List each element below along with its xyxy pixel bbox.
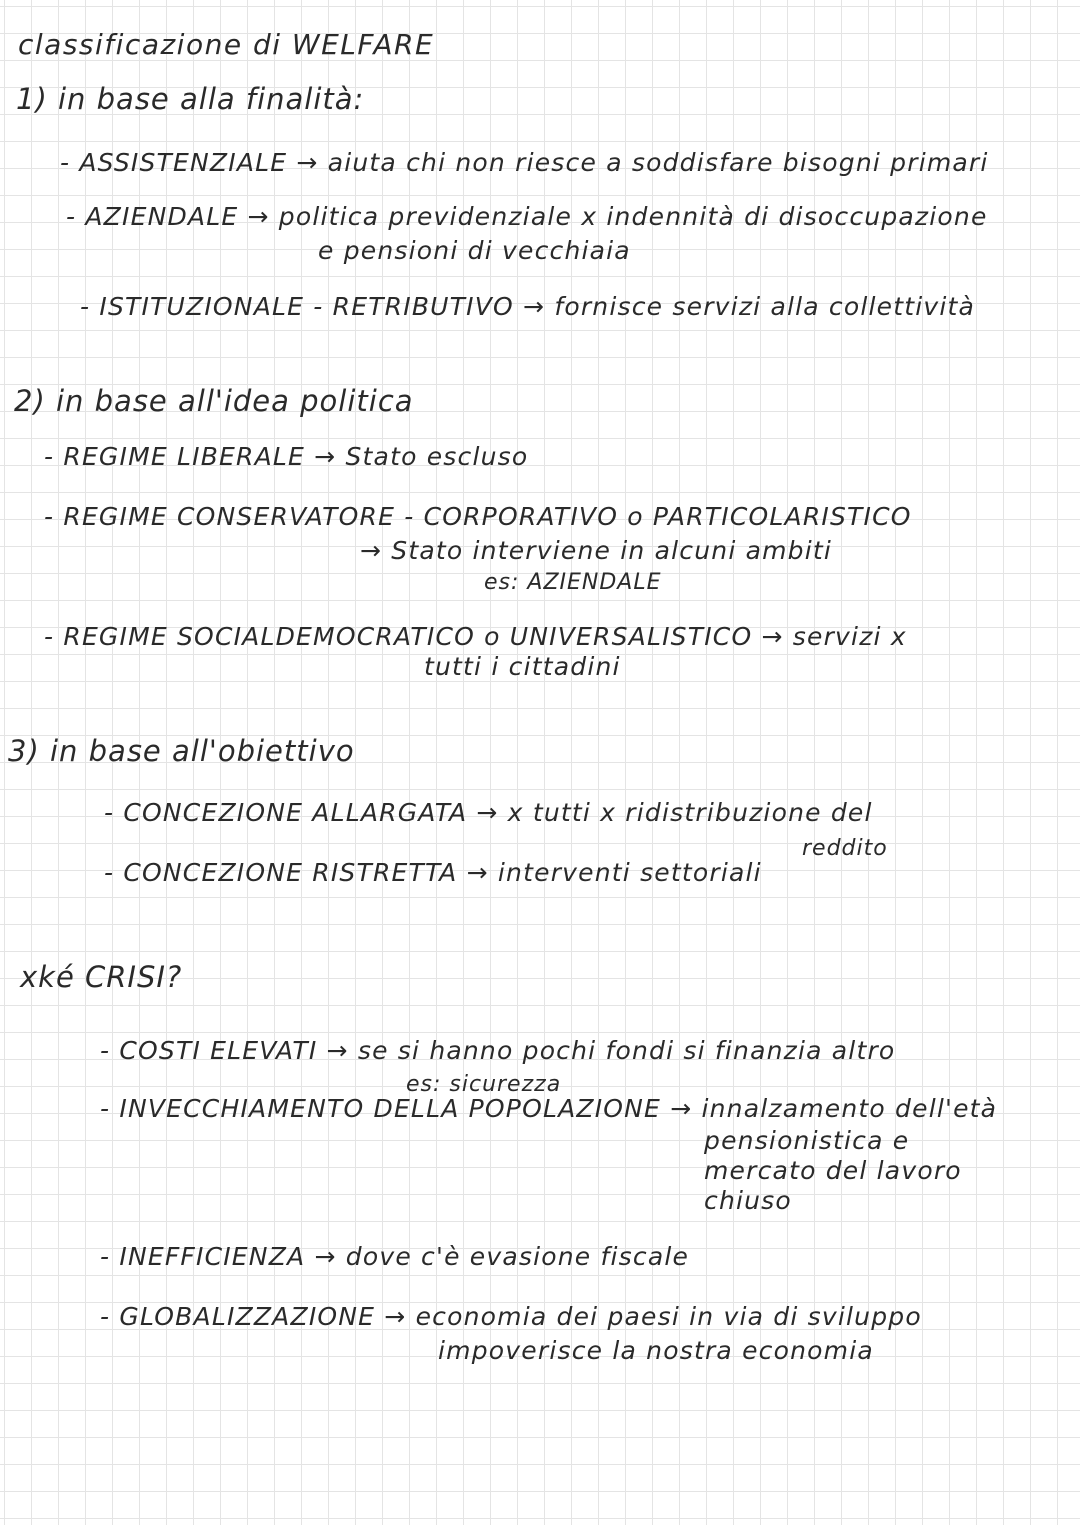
section-2-heading: 2) in base all'idea politica	[14, 384, 414, 418]
page-title: classificazione di WELFARE	[18, 28, 435, 61]
section-4-example: es: sicurezza	[406, 1072, 562, 1097]
section-1-item-istituzionale: - ISTITUZIONALE - RETRIBUTIVO → fornisce servizi alla collettività	[80, 292, 976, 321]
section-3-heading: 3) in base all'obiettivo	[8, 734, 355, 768]
section-4-item-inefficienza: - INEFFICIENZA → dove c'è evasione fiscale	[100, 1242, 690, 1271]
section-2-item-conservatore-continued: → Stato interviene in alcuni ambiti	[360, 536, 833, 565]
section-4-item-invecchiamento-continued-1: pensionistica e	[704, 1126, 910, 1155]
section-3-item-ristretta: - CONCEZIONE RISTRETTA → interventi settoriali	[104, 858, 762, 887]
section-1-heading: 1) in base alla finalità:	[16, 82, 365, 116]
section-3-item-allargata-continued: reddito	[802, 836, 888, 861]
section-1-item-aziendale: - AZIENDALE → politica previdenziale x indennità di disoccupazione	[66, 202, 988, 231]
section-4-heading: xké CRISI?	[20, 960, 183, 994]
section-4-item-globalizzazione-continued: impoverisce la nostra economia	[438, 1336, 874, 1365]
section-4-item-invecchiamento-continued-2: mercato del lavoro	[704, 1156, 962, 1185]
section-2-example: es: AZIENDALE	[484, 570, 662, 595]
section-4-item-invecchiamento-continued-3: chiuso	[704, 1186, 792, 1215]
section-2-item-socialdemocratico-continued: tutti i cittadini	[424, 652, 621, 681]
section-4-item-costi: - COSTI ELEVATI → se si hanno pochi fondi si finanzia altro	[100, 1036, 896, 1065]
section-2-item-conservatore: - REGIME CONSERVATORE - CORPORATIVO o PARTICOLARISTICO	[44, 502, 912, 531]
section-4-item-invecchiamento: - INVECCHIAMENTO DELLA POPOLAZIONE → innalzamento dell'età	[100, 1094, 998, 1123]
section-1-item-aziendale-continued: e pensioni di vecchiaia	[318, 236, 631, 265]
section-2-item-socialdemocratico: - REGIME SOCIALDEMOCRATICO o UNIVERSALISTICO → servizi x	[44, 622, 907, 651]
section-3-item-allargata: - CONCEZIONE ALLARGATA → x tutti x ridistribuzione del	[104, 798, 873, 827]
section-1-item-assistenziale: - ASSISTENZIALE → aiuta chi non riesce a soddisfare bisogni primari	[60, 148, 989, 177]
section-4-item-globalizzazione: - GLOBALIZZAZIONE → economia dei paesi in via di sviluppo	[100, 1302, 922, 1331]
section-2-item-liberale: - REGIME LIBERALE → Stato escluso	[44, 442, 529, 471]
